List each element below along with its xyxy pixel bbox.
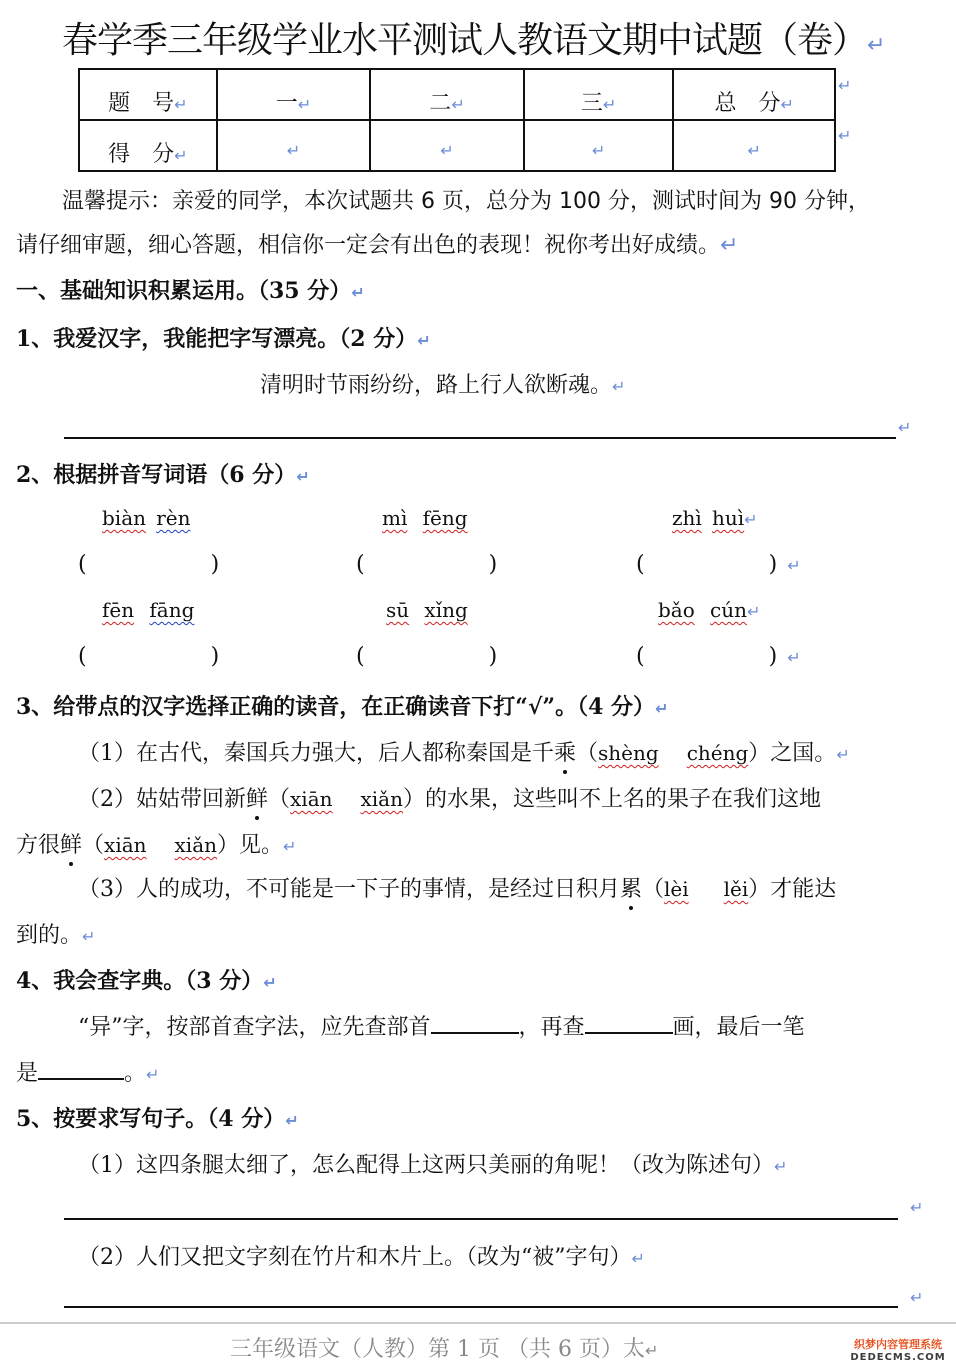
header-cell-three: 三↵ xyxy=(524,69,674,120)
question-2-title: 2、根据拼音写词语（6 分）↵ xyxy=(16,462,310,488)
answer-parens[interactable]: ( ) xyxy=(78,552,220,577)
watermark-logo xyxy=(846,1338,950,1368)
score-cell-total[interactable]: ↵ xyxy=(673,120,835,171)
question-5-title: 5、按要求写句子。（4 分）↵ xyxy=(16,1106,299,1132)
dotted-character: 鲜 xyxy=(246,787,269,812)
reading-option[interactable]: xiān xyxy=(104,833,147,857)
score-table-score-row xyxy=(79,120,835,171)
question-3-sentence-1: （1）在古代，秦国兵力强大，后人都称秦国是千乘（shèng chéng）之国。↵ xyxy=(78,741,850,766)
header-cell-two: 二↵ xyxy=(370,69,524,120)
pinyin-pair: zhì huì↵ xyxy=(672,506,758,530)
pinyin-pair: biàn rèn xyxy=(102,506,191,530)
tip-line-1: 温馨提示：亲爱的同学，本次试题共 6 页，总分为 100 分，测试时间为 90 分钟， xyxy=(62,189,870,214)
fill-blank[interactable] xyxy=(585,1010,673,1034)
answer-parens[interactable]: ( ) xyxy=(356,552,498,577)
score-cell-one[interactable]: ↵ xyxy=(217,120,371,171)
tip-line-2: 请仔细审题，细心答题，相信你一定会有出色的表现！祝你考出好成绩。↵ xyxy=(16,233,739,258)
reading-option[interactable]: lěi xyxy=(723,877,749,901)
dotted-character: 乘 xyxy=(554,741,577,766)
pinyin-pair: bǎo cún↵ xyxy=(658,598,761,622)
reading-option[interactable]: lèi xyxy=(664,877,689,901)
paragraph-mark: ↵ xyxy=(838,76,852,95)
question-4-line-2: 是 。↵ xyxy=(16,1056,159,1087)
footer-divider xyxy=(0,1322,956,1324)
reading-option[interactable]: xiǎn xyxy=(174,833,217,857)
logo-text: 织梦内容管理系统 xyxy=(854,1338,942,1351)
question-3-sentence-3-cont: 到的。↵ xyxy=(16,923,96,948)
answer-line[interactable] xyxy=(64,1218,898,1220)
header-cell-one: 一↵ xyxy=(217,69,371,120)
header-cell-total: 总 分↵ xyxy=(673,69,835,120)
poem-line: 清明时节雨纷纷，路上行人欲断魂。↵ xyxy=(260,373,626,398)
question-5-sentence-2: （2）人们又把文字刻在竹片和木片上。（改为“被”字句）↵ xyxy=(78,1245,645,1270)
paragraph-mark: ↵ xyxy=(910,1198,924,1217)
logo-subtext: DEDECMS.COM xyxy=(850,1352,946,1363)
answer-parens[interactable]: ( ) ↵ xyxy=(636,552,801,577)
paragraph-mark: ↵ xyxy=(910,1288,924,1307)
answer-line[interactable] xyxy=(64,1306,898,1308)
question-1-title: 1、我爱汉字，我能把字写漂亮。（2 分）↵ xyxy=(16,326,431,352)
dotted-character: 累 xyxy=(620,877,643,902)
answer-parens[interactable]: ( ) xyxy=(356,644,498,669)
question-5-sentence-1: （1）这四条腿太细了，怎么配得上这两只美丽的角呢！（改为陈述句）↵ xyxy=(78,1153,788,1178)
fill-blank[interactable] xyxy=(38,1056,124,1080)
title-text: 春学季三年级学业水平测试人教语文期中试题（卷） xyxy=(62,20,868,61)
reading-option[interactable]: xiǎn xyxy=(360,787,403,811)
score-cell-three[interactable]: ↵ xyxy=(524,120,674,171)
score-table xyxy=(78,68,836,172)
answer-line[interactable] xyxy=(64,437,896,439)
page-footer: 三年级语文（人教）第 1 页 （共 6 页）太↵ xyxy=(230,1337,659,1362)
score-cell-two[interactable]: ↵ xyxy=(370,120,524,171)
dotted-character: 鲜 xyxy=(60,833,83,858)
section-heading: 一、基础知识积累运用。（35 分）↵ xyxy=(16,278,365,304)
header-cell-number: 题 号↵ xyxy=(79,69,217,120)
pinyin-pair: sū xǐng xyxy=(386,598,468,622)
score-cell-label: 得 分↵ xyxy=(79,120,217,171)
question-3-sentence-3: （3）人的成功，不可能是一下子的事情，是经过日积月累（lèi lěi）才能达 xyxy=(78,877,837,902)
reading-option[interactable]: xiān xyxy=(290,787,333,811)
answer-parens[interactable]: ( ) xyxy=(78,644,220,669)
score-table-header-row xyxy=(79,69,835,120)
question-3-sentence-2-cont: 方很鲜（xiān xiǎn）见。↵ xyxy=(16,833,297,858)
paragraph-mark: ↵ xyxy=(898,418,912,437)
page-title xyxy=(62,12,884,63)
fill-blank[interactable] xyxy=(431,1010,519,1034)
paragraph-mark: ↵ xyxy=(838,126,852,145)
pinyin-pair: mì fēng xyxy=(382,506,468,530)
reading-option[interactable]: chéng xyxy=(686,741,749,765)
question-3-title: 3、给带点的汉字选择正确的读音，在正确读音下打“√”。（4 分）↵ xyxy=(16,694,669,720)
reading-option[interactable]: shèng xyxy=(598,741,659,765)
pinyin-pair: fēn fāng xyxy=(102,598,195,622)
question-4-line-1: “异”字，按部首查字法，应先查部首 ，再查 画，最后一笔 xyxy=(78,1010,805,1041)
answer-parens[interactable]: ( ) ↵ xyxy=(636,644,801,669)
question-4-title: 4、我会查字典。（3 分）↵ xyxy=(16,968,277,994)
question-3-sentence-2: （2）姑姑带回新鲜（xiān xiǎn）的水果，这些叫不上名的果子在我们这地 xyxy=(78,787,821,812)
paragraph-mark: ↵ xyxy=(867,33,885,58)
